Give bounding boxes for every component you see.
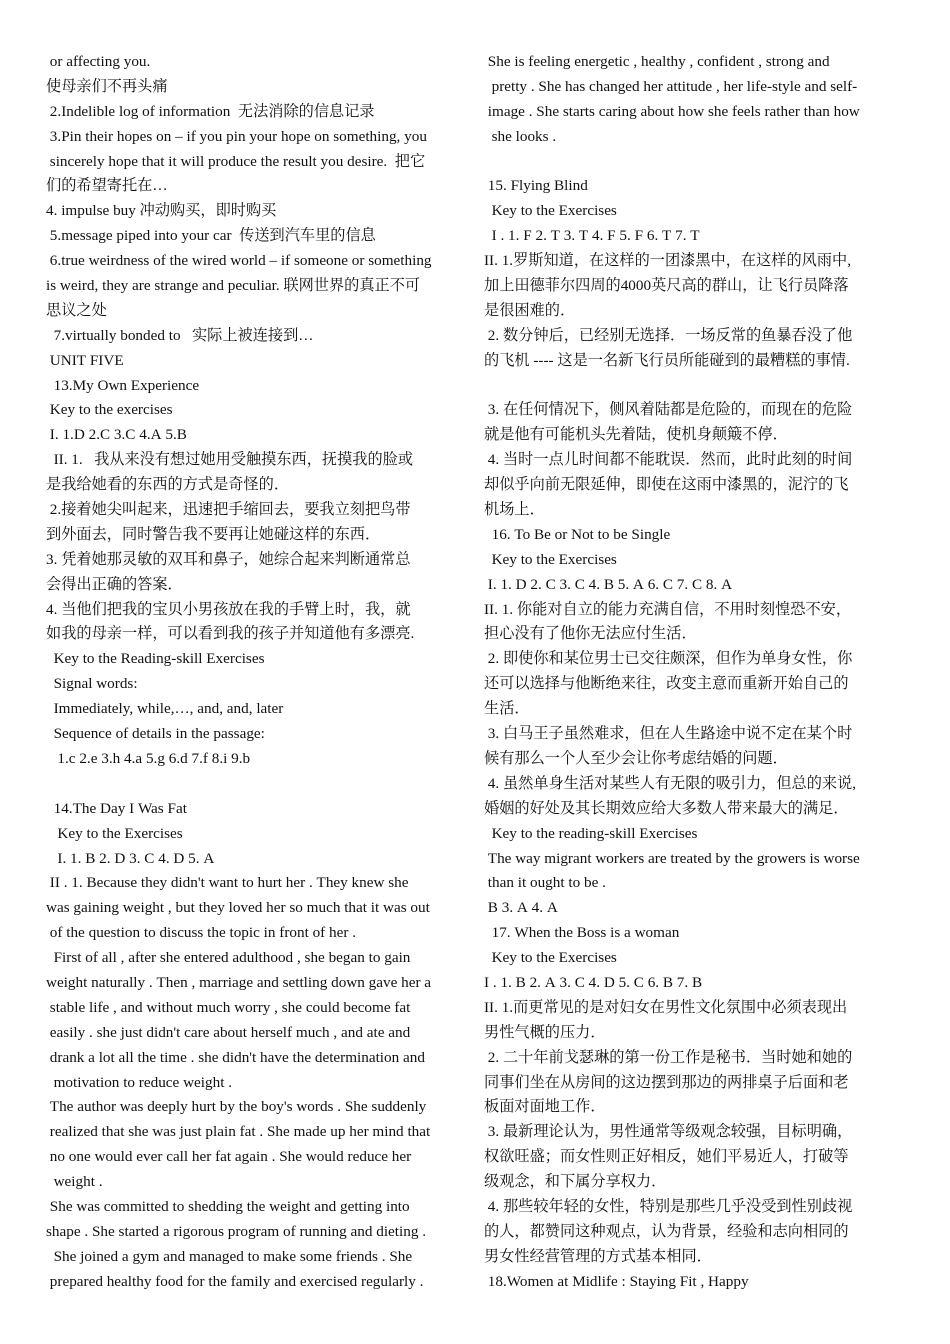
text-line: 生活． (484, 700, 530, 718)
text-line: 7.virtually bonded to 实际上被连接到… (46, 326, 314, 344)
text-line: or affecting you. (46, 53, 151, 70)
text-line: Key to the exercises (46, 401, 173, 419)
text-line: 16. To Be or Not to be Single (484, 525, 671, 543)
text-line: sincerely hope that it will produce the result you desire. 把它 (46, 152, 426, 170)
text-line: easily . she just didn't care about herself much , and ate and (46, 1023, 411, 1041)
text-line: 同事们坐在从房间的这边摆到那边的两排桌子后面和老 (484, 1073, 849, 1091)
text-line (484, 374, 912, 399)
text-line: 3. 白马王子虽然难求，但在人生路途中说不定在某个时 (484, 725, 853, 743)
text-line: 板面对面地工作． (484, 1098, 606, 1116)
text-line: 使母亲们不再头痛 (46, 77, 168, 95)
text-line: Sequence of details in the passage: (46, 725, 265, 743)
text-line: 担心没有了他你无法应付生活． (484, 625, 697, 643)
text-line: 4. impulse buy 冲动购买，即时购买 (46, 202, 277, 220)
text-line: II. 1.罗斯知道，在这样的一团漆黑中，在这样的风雨中, (484, 252, 852, 270)
text-line: She was committed to shedding the weight and getting into (46, 1197, 410, 1215)
text-line: 3.Pin their hopes on – if you pin your hope on something, you (46, 127, 427, 145)
text-line: I. 1. D 2. C 3. C 4. B 5. A 6. C 7. C 8. A (484, 575, 733, 593)
text-line: Key to the Exercises (46, 824, 183, 842)
text-line: 是很困难的． (484, 301, 576, 319)
text-line: 婚姻的好处及其长期效应给大多数人带来最大的满足． (484, 799, 849, 817)
text-line: 2. 即使你和某位男士已交往颇深，但作为单身女性，你 (484, 650, 853, 668)
text-line: than it ought to be . (484, 874, 606, 892)
text-line: Key to the Exercises (484, 949, 617, 967)
text-line: image . She starts caring about how she feels rather than how (484, 102, 860, 120)
text-line: 2. 数分钟后，已经别无选择．一场反常的鱼暴吞没了他 (484, 326, 853, 344)
text-line: 思议之处 (46, 301, 107, 319)
text-line: 还可以选择与他断绝来往，改变主意而重新开始自己的 (484, 675, 849, 693)
text-line: 3. 在任何情况下，侧风着陆都是危险的，而现在的危险 (484, 401, 853, 419)
text-line: Immediately, while,…, and, and, later (46, 700, 284, 718)
text-line: Key to the reading-skill Exercises (484, 824, 698, 842)
text-line: 15. Flying Blind (484, 177, 588, 195)
text-line: 4. 虽然单身生活对某些人有无限的吸引力，但总的来说, (484, 774, 857, 792)
text-line: 如我的母亲一样，可以看到我的孩子并知道他有多漂亮. (46, 625, 415, 643)
text-line: 机场上． (484, 501, 545, 519)
text-line: II. 1. 你能对自立的能力充满自信，不用时刻惶恐不安， (484, 600, 852, 618)
text-line: stable life , and without much worry , she could become fat (46, 998, 411, 1016)
text-line: 的人，都赞同这种观点，认为背景，经验和志向相同的 (484, 1222, 849, 1240)
text-line (484, 150, 912, 175)
text-line: Key to the Reading-skill Exercises (46, 650, 265, 668)
text-line: drank a lot all the time . she didn't have the determination and (46, 1048, 425, 1066)
text-line: 却似乎向前无限延伸，即使在这雨中漆黑的，泥泞的飞 (484, 476, 849, 494)
text-line: First of all , after she entered adulthood , she began to gain (46, 949, 411, 967)
text-line: she looks . (484, 127, 557, 145)
text-line: Key to the Exercises (484, 202, 617, 220)
text-line: 2.Indelible log of information 无法消除的信息记录 (46, 102, 375, 120)
text-line: She joined a gym and managed to make some friends . She (46, 1247, 413, 1265)
text-line: She is feeling energetic , healthy , confident , strong and (484, 53, 830, 70)
text-line: 加上田德菲尔四周的4000英尺高的群山，让飞行员降落 (484, 277, 849, 295)
text-line: 17. When the Boss is a woman (484, 924, 680, 942)
text-line: weight naturally . Then , marriage and settling down gave her a (46, 973, 432, 991)
text-line: 男女性经营管理的方式基本相同． (484, 1247, 712, 1265)
text-line: 级观念，和下属分享权力． (484, 1173, 667, 1191)
text-line: 18.Women at Midlife : Staying Fit , Happy (484, 1272, 749, 1290)
text-line: shape . She started a rigorous program of running and dieting . (46, 1222, 427, 1240)
text-line: 14.The Day I Was Fat (46, 799, 187, 817)
text-line: 3. 最新理论认为，男性通常等级观念较强，目标明确， (484, 1123, 853, 1141)
text-line: 权欲旺盛；而女性则正好相反，她们平易近人，打破等 (484, 1148, 849, 1166)
text-line: 4. 当时一点儿时间都不能耽误．然而，此时此刻的时间 (484, 451, 853, 469)
text-line: I. 1.D 2.C 3.C 4.A 5.B (46, 426, 187, 444)
text-line: is weird, they are strange and peculiar. 联网世界的真正不可 (46, 277, 421, 295)
text-line: no one would ever call her fat again . She would reduce her (46, 1148, 412, 1166)
text-line: 的飞机 ---- 这是一名新飞行员所能碰到的最糟糕的事情. (484, 351, 850, 369)
text-line: UNIT FIVE (46, 351, 124, 369)
text-line: realized that she was just plain fat . She made up her mind that (46, 1123, 431, 1141)
right-column (484, 50, 912, 1295)
text-line: II . 1. Because they didn't want to hurt her . They knew she (46, 874, 409, 892)
text-line: 会得出正确的答案． (46, 575, 183, 593)
text-line: weight . (46, 1173, 103, 1191)
text-line: 4. 当他们把我的宝贝小男孩放在我的手臂上时，我，就 (46, 600, 411, 618)
text-line: of the question to discuss the topic in front of her . (46, 924, 357, 942)
text-line: motivation to reduce weight . (46, 1073, 233, 1091)
text-line: I. 1. B 2. D 3. C 4. D 5. A (46, 849, 215, 867)
text-line: pretty . She has changed her attitude , her life-style and self- (484, 77, 858, 95)
text-line: 是我给她看的东西的方式是奇怪的． (46, 476, 289, 494)
text-line: 男性气概的压力． (484, 1023, 606, 1041)
text-line: 2. 二十年前戈瑟琳的第一份工作是秘书．当时她和她的 (484, 1048, 853, 1066)
text-line: 3. 凭着她那灵敏的双耳和鼻子，她综合起来判断通常总 (46, 550, 411, 568)
text-line (46, 772, 476, 797)
text-line: Key to the Exercises (484, 550, 617, 568)
text-line: II. 1. 我从来没有想过她用受触摸东西，抚摸我的脸或 (46, 451, 414, 469)
text-line: 5.message piped into your car 传送到汽车里的信息 (46, 227, 376, 245)
text-line: 4. 那些较年轻的女性，特别是那些几乎没受到性别歧视 (484, 1197, 853, 1215)
text-line: 到外面去，同时警告我不要再让她碰这样的东西． (46, 525, 381, 543)
text-line: 6.true weirdness of the wired world – if someone or something (46, 252, 432, 270)
text-line: 13.My Own Experience (46, 376, 200, 394)
text-line: II. 1.而更常见的是对妇女在男性文化氛围中必须表现出 (484, 998, 848, 1016)
text-line: The author was deeply hurt by the boy's words . She suddenly (46, 1098, 427, 1116)
text-line: B 3. A 4. A (484, 899, 558, 917)
text-line: 1.c 2.e 3.h 4.a 5.g 6.d 7.f 8.i 9.b (46, 749, 251, 767)
text-line: 候有那么一个人至少会让你考虑结婚的问题． (484, 749, 788, 767)
text-line: I . 1. F 2. T 3. T 4. F 5. F 6. T 7. T (484, 227, 700, 245)
text-line: was gaining weight , but they loved her so much that it was out (46, 899, 430, 917)
left-column (46, 50, 476, 1295)
text-line: The way migrant workers are treated by the growers is worse (484, 849, 860, 867)
text-line: prepared healthy food for the family and exercised regularly . (46, 1272, 424, 1290)
text-line: 就是他有可能机头先着陆，使机身颠簸不停． (484, 426, 788, 444)
text-line: 2.接着她尖叫起来，迅速把手缩回去，要我立刻把鸟带 (46, 501, 411, 519)
text-line: I . 1. B 2. A 3. C 4. D 5. C 6. B 7. B (484, 973, 703, 991)
text-line: 们的希望寄托在… (46, 177, 168, 195)
text-line: Signal words: (46, 675, 138, 693)
